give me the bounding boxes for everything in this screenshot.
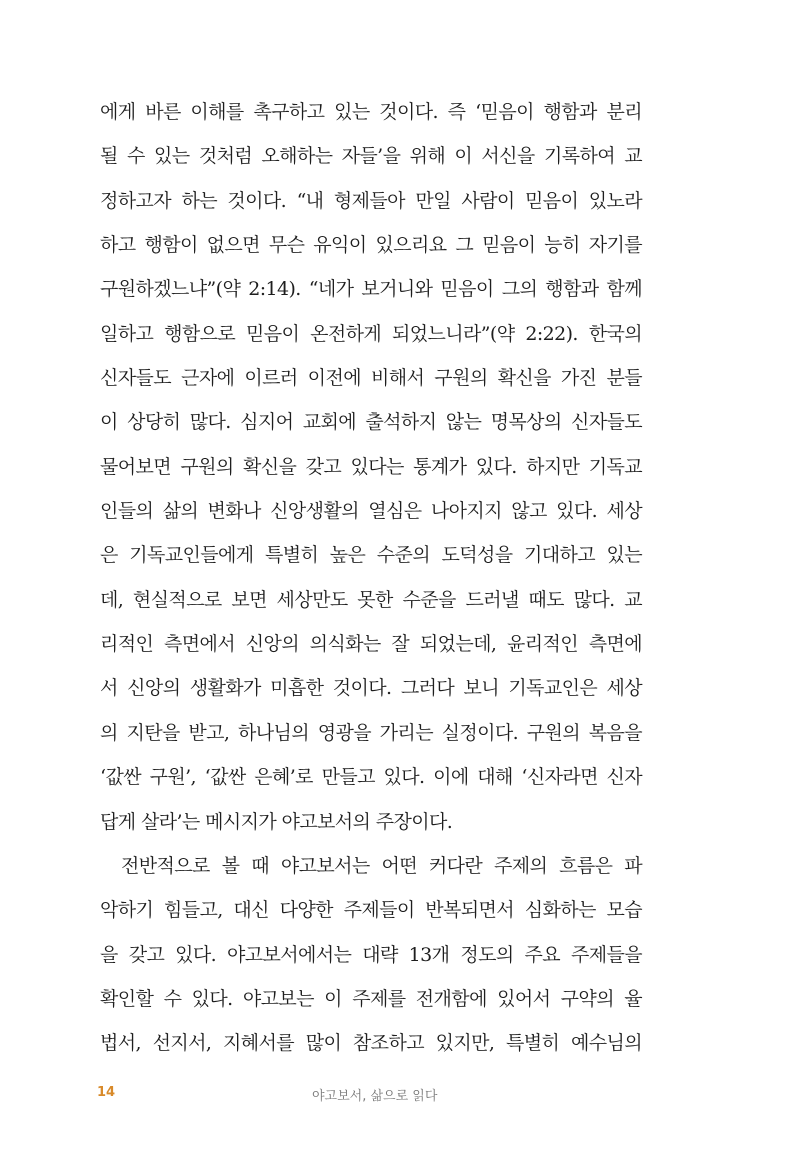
text-line: 인들의 삶의 변화나 신앙생활의 열심은 나아지지 않고 있다. 세상 <box>100 500 642 523</box>
text-line: 답게 살라’는 메시지가 야고보서의 주장이다. <box>100 810 453 833</box>
body-text <box>100 90 642 1066</box>
running-title: 야고보서, 삶으로 읽다 <box>312 1089 438 1104</box>
text-line: 을 갖고 있다. 야고보서에서는 대략 13개 정도의 주요 주제들을 <box>100 943 642 966</box>
text-line: 물어보면 구원의 확신을 갖고 있다는 통계가 있다. 하지만 기독교 <box>100 455 642 478</box>
text-line: 이 상당히 많다. 심지어 교회에 출석하지 않는 명목상의 신자들도 <box>100 411 642 434</box>
text-line: 데, 현실적으로 보면 세상만도 못한 수준을 드러낼 때도 많다. 교 <box>100 588 642 611</box>
text-line: 은 기독교인들에게 특별히 높은 수준의 도덕성을 기대하고 있는 <box>100 544 642 567</box>
page-number: 14 <box>97 1085 116 1100</box>
text-line: 전반적으로 볼 때 야고보서는 어떤 커다란 주제의 흐름은 파 <box>121 854 642 877</box>
text-line: ‘값싼 구원’, ‘값싼 은혜’로 만들고 있다. 이에 대해 ‘신자라면 신자 <box>100 766 642 789</box>
text-line: 일하고 행함으로 믿음이 온전하게 되었느니라”(약 2:22). 한국의 <box>100 322 642 345</box>
paragraph <box>100 90 642 844</box>
text-line: 정하고자 하는 것이다. “내 형제들아 만일 사람이 믿음이 있노라 <box>100 189 642 212</box>
text-line: 확인할 수 있다. 야고보는 이 주제를 전개함에 있어서 구약의 율 <box>100 987 642 1010</box>
text-line: 리적인 측면에서 신앙의 의식화는 잘 되었는데, 윤리적인 측면에 <box>100 633 642 656</box>
text-line: 의 지탄을 받고, 하나님의 영광을 가리는 실정이다. 구원의 복음을 <box>100 721 642 744</box>
text-line: 구원하겠느냐”(약 2:14). “네가 보거니와 믿음이 그의 행함과 함께 <box>100 278 642 301</box>
text-line: 법서, 선지서, 지혜서를 많이 참조하고 있지만, 특별히 예수님의 <box>100 1032 642 1055</box>
paragraph <box>100 844 642 1066</box>
text-line: 서 신앙의 생활화가 미흡한 것이다. 그러다 보니 기독교인은 세상 <box>100 677 642 700</box>
text-line: 악하기 힘들고, 대신 다양한 주제들이 반복되면서 심화하는 모습 <box>100 899 642 922</box>
text-line: 될 수 있는 것처럼 오해하는 자들’을 위해 이 서신을 기록하여 교 <box>100 145 642 168</box>
text-line: 하고 행함이 없으면 무슨 유익이 있으리요 그 믿음이 능히 자기를 <box>100 234 642 257</box>
page-footer <box>0 1082 800 1106</box>
text-line: 에게 바른 이해를 촉구하고 있는 것이다. 즉 ‘믿음이 행함과 분리 <box>100 101 642 123</box>
text-line: 신자들도 근자에 이르러 이전에 비해서 구원의 확신을 가진 분들 <box>100 367 642 390</box>
